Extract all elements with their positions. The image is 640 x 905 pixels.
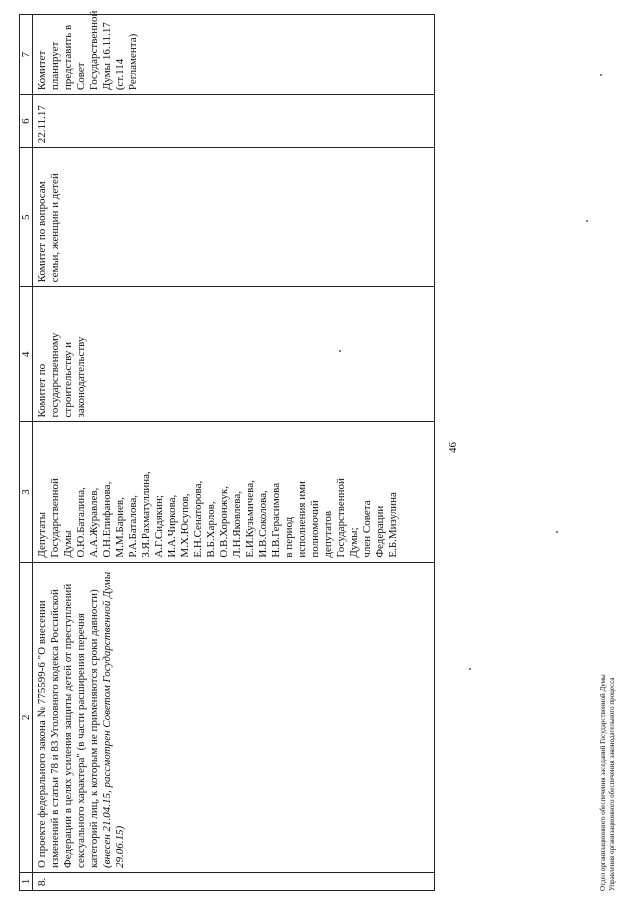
responsible-committee-cell: Комитет по государственному строительству и законодательству (33, 287, 435, 422)
coexecutor-committee-cell: Комитет по вопросам семьи, женщин и детей (33, 148, 435, 287)
author-line: Думы (62, 530, 74, 558)
author-line: Е.И.Кузьмичева, (244, 480, 256, 558)
author-line: депутатов (322, 510, 334, 558)
author-line: Думы; (348, 527, 360, 558)
author-line: О.Н.Епифанова, (101, 481, 113, 558)
column-header: 1 (20, 872, 33, 890)
scan-speck (586, 220, 588, 222)
author-line: Н.В.Герасимова (270, 482, 282, 558)
column-header: 3 (20, 422, 33, 562)
author-line: М.Х.Юсупов, (179, 493, 191, 558)
row-number: 8. (33, 872, 435, 890)
page-number: 46 (447, 442, 459, 453)
author-line: Л.Н.Яковлева, (231, 491, 243, 558)
author-line: Государственной (335, 478, 347, 558)
author-line: М.М.Бариев, (114, 497, 126, 558)
bill-title: О проекте федерального закона № 775599-6 "О внесении изменений в статьи 78 и 83 Уголовного кодекса Российской Федерации в целях усиления защиты детей от преступлений сексуального характера" (в части расширения перечня категорий лиц, к которым не применяются сроки давности) (36, 583, 100, 868)
scan-speck (556, 531, 558, 533)
authors-cell (33, 422, 435, 562)
scan-speck (339, 350, 341, 352)
author-line: в период (283, 516, 295, 558)
author-line: Федерации (374, 505, 386, 558)
author-line: полномочий (309, 500, 321, 558)
author-line: В.Б.Харлов, (205, 501, 217, 558)
column-header: 6 (20, 95, 33, 148)
bill-description-cell (33, 562, 435, 872)
author-line: Р.А.Баталова, (127, 494, 139, 558)
plan-cell: Комитет планирует представить в Совет Государственной Думы 16.11.17 (ст.114 Регламента) (33, 15, 435, 95)
author-line: З.Я.Рахматуллина, (140, 471, 152, 558)
bill-note: (внесен 21.04.15, рассмотрен Советом Государственной Думы 29.06.15) (101, 571, 126, 868)
footer-line-2: Управления организационного обеспечения законодательного процесса (608, 677, 616, 891)
author-line: Е.Н.Сенаторова, (192, 480, 204, 558)
author-line: Депутаты (36, 511, 48, 558)
footer (599, 674, 617, 891)
scan-speck (469, 668, 471, 670)
column-header: 2 (20, 562, 33, 872)
column-header: 5 (20, 148, 33, 287)
author-line: О.Ю.Баталина, (75, 487, 87, 558)
table-row (33, 15, 435, 891)
footer-line-1: Отдел организационного обеспечения заседаний Государственной Думы (599, 674, 607, 891)
author-line: член Совета (361, 500, 373, 558)
column-header: 4 (20, 287, 33, 422)
bill-table (19, 10, 435, 891)
author-line: О.В.Хоронжук, (218, 486, 230, 558)
column-header: 7 (20, 15, 33, 95)
author-line: Государственной (49, 478, 61, 558)
author-line: Е.Б.Мизулина (387, 492, 399, 558)
author-line: И.А.Чиркова, (166, 494, 178, 558)
table-header-row (20, 15, 33, 891)
date-cell: 22.11.17 (33, 95, 435, 148)
author-line: И.В.Соколова, (257, 490, 269, 558)
author-line: А.А.Журавлев, (88, 487, 100, 558)
author-line: исполнения ими (296, 481, 308, 558)
author-line: А.Г.Сидякин; (153, 495, 165, 558)
scan-speck (600, 74, 602, 76)
